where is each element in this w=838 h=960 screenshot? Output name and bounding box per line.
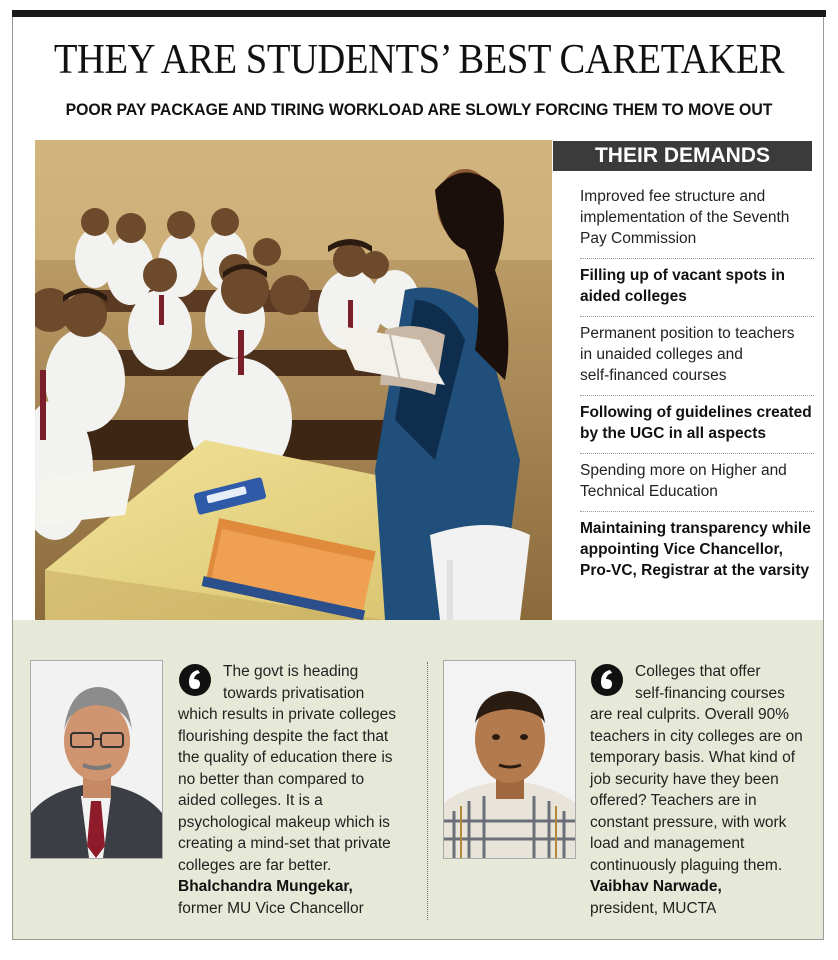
demand-line: Following of guidelines created <box>580 404 812 421</box>
portrait-mungekar <box>30 660 163 859</box>
demand-item <box>580 317 814 396</box>
demand-item <box>580 512 814 590</box>
demand-line: Spending more on Higher and <box>580 462 787 479</box>
demand-item <box>580 454 814 512</box>
quote-line: creating a mind-set that private <box>178 835 391 852</box>
quote-line: load and management <box>590 835 745 852</box>
portrait-narwade <box>443 660 576 859</box>
demand-line: Pay Commission <box>580 230 697 247</box>
quote-line: no better than compared to <box>178 770 365 788</box>
demand-line: Maintaining transparency while <box>580 520 811 537</box>
classroom-photo <box>35 140 552 620</box>
quote-line: psychological makeup which is <box>178 813 390 831</box>
demand-line: implementation of the Seventh <box>580 209 790 226</box>
quote-line: aided colleges. It is a <box>178 792 323 809</box>
quote-line: teachers in city colleges are on <box>590 727 803 745</box>
demand-line: Technical Education <box>580 483 718 500</box>
quote-attribution-role: president, MUCTA <box>590 899 717 917</box>
quote-line: Colleges that offer <box>635 663 761 680</box>
quote-line: job security have they been <box>590 770 779 788</box>
subheadline: POOR PAY PACKAGE AND TIRING WORKLOAD ARE SLOWLY FORCING THEM TO MOVE OUT <box>65 100 773 119</box>
demands-title: THEIR DEMANDS <box>553 141 812 171</box>
quote-mungekar <box>178 661 418 919</box>
quote-line: which results in private colleges <box>178 706 396 723</box>
demand-item <box>580 396 814 454</box>
top-rule <box>12 10 826 17</box>
quote-line: The govt is heading <box>223 663 359 680</box>
quote-line: flourishing despite the fact that <box>178 727 389 745</box>
demand-line: Filling up of vacant spots in <box>580 267 785 284</box>
quote-attribution-name: Vaibhav Narwade, <box>590 878 722 895</box>
demand-line: in unaided colleges and <box>580 346 743 363</box>
headline: THEY ARE STUDENTS’ BEST CARETAKER <box>53 37 785 83</box>
demand-line: by the UGC in all aspects <box>580 425 767 442</box>
quote-line: offered? Teachers are in <box>590 792 757 809</box>
quote-line: continuously plaguing them. <box>590 856 783 874</box>
demand-line: Permanent position to teachers <box>580 325 795 342</box>
quote-line: temporary basis. What kind of <box>590 749 796 766</box>
quote-line: self-financing courses <box>635 684 785 702</box>
demand-line: self-financed courses <box>580 367 727 384</box>
quote-line: the quality of education there is <box>178 749 393 766</box>
quote-line: are real culprits. Overall 90% <box>590 706 789 723</box>
demand-line: Pro-VC, Registrar at the varsity <box>580 562 810 579</box>
demand-line: Improved fee structure and <box>580 188 766 205</box>
quotes-divider <box>427 662 428 920</box>
demand-item <box>580 259 814 317</box>
demands-list <box>580 180 814 590</box>
quote-attribution-name: Bhalchandra Mungekar, <box>178 878 353 895</box>
quote-line: constant pressure, with work <box>590 813 787 831</box>
demand-line: appointing Vice Chancellor, <box>580 541 783 558</box>
quote-narwade <box>590 661 820 919</box>
demand-line: aided colleges <box>580 288 687 305</box>
quote-attribution-role: former MU Vice Chancellor <box>178 899 364 917</box>
demand-item <box>580 180 814 259</box>
quote-line: colleges are far better. <box>178 856 332 874</box>
quote-line: towards privatisation <box>223 684 365 702</box>
